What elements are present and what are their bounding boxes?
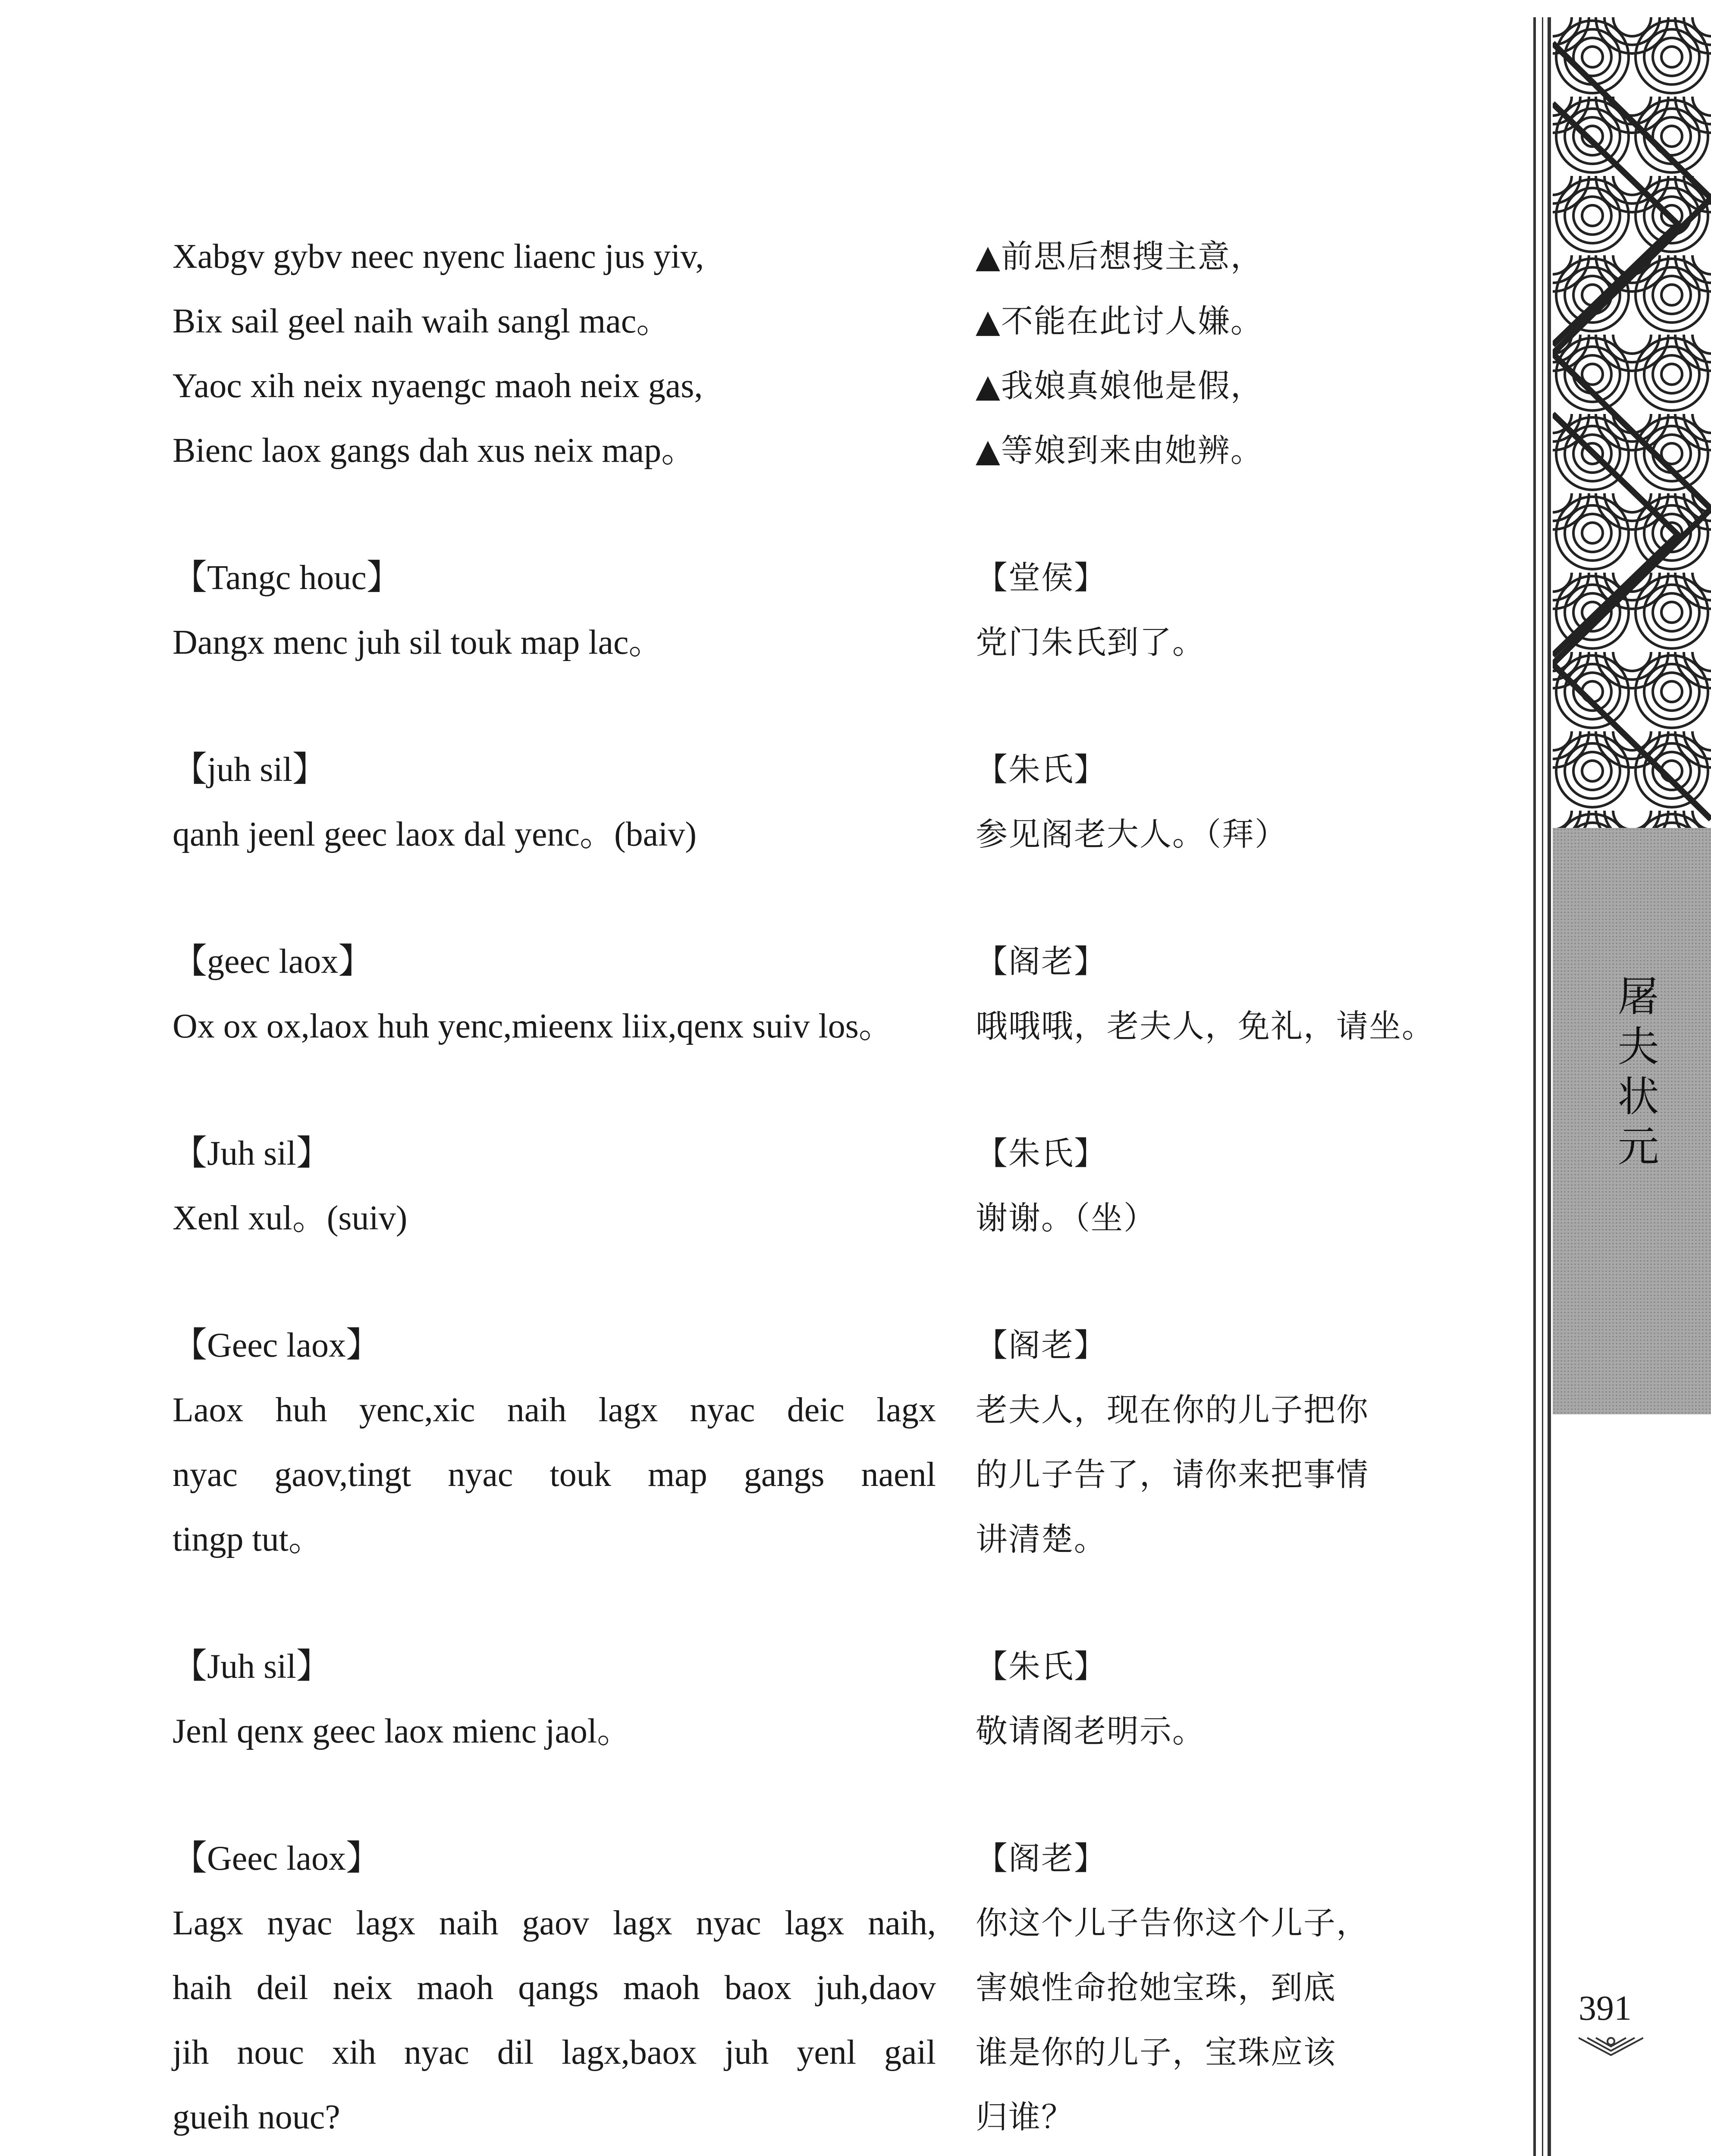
dialogue-line: 参见阁老大人。（拜） [976, 816, 1287, 853]
word: naih, [868, 1904, 936, 1942]
word: nyac [696, 1904, 761, 1942]
word: naih [507, 1391, 567, 1429]
word: qangs [518, 1969, 599, 2007]
word: jih [173, 2034, 209, 2071]
word: juh,daov [816, 1969, 936, 2007]
word: lagx [612, 1904, 672, 1942]
speaker-label: 【阁老】 [976, 1840, 1107, 1877]
word: baox [724, 1969, 792, 2007]
word: lagx,baox [562, 2034, 697, 2071]
dialogue-line: 害娘性命抢她宝珠，到底 [976, 1969, 1336, 2006]
speaker-label: 【Geec laox】 [173, 1839, 381, 1877]
page-number: 391 [1579, 1988, 1632, 2028]
word: gaov [522, 1904, 590, 1942]
speaker-label: 【朱氏】 [976, 1648, 1107, 1685]
dialogue-line: 党门朱氏到了。 [976, 624, 1205, 661]
word: Laox [173, 1391, 244, 1429]
dialogue-line: 讲清楚。 [976, 1521, 1107, 1558]
dialogue-line: Dangx menc juh sil touk map lac。 [173, 624, 663, 661]
verse-line: ▲不能在此讨人嫌。 [976, 303, 1263, 340]
word: nyac [404, 2034, 469, 2071]
word: gangs [744, 1456, 825, 1494]
word: nouc [237, 2034, 304, 2071]
speaker-label: 【Geec laox】 [173, 1326, 381, 1364]
word: naenl [861, 1456, 936, 1494]
word: naih [439, 1904, 499, 1942]
speaker-label: 【阁老】 [976, 943, 1107, 980]
word: yenc,xic [359, 1391, 475, 1429]
dialogue-line: 你这个儿子告你这个儿子， [976, 1905, 1369, 1942]
word: huh [275, 1391, 327, 1429]
word: nyac [448, 1456, 513, 1494]
verse-line: Bienc laox gangs dah xus neix map。 [173, 432, 696, 470]
dialogue-line-justified [173, 2035, 936, 2070]
verse-line: ▲我娘真娘他是假， [976, 367, 1263, 404]
word: neix [333, 1969, 392, 2007]
word: gail [884, 2034, 936, 2071]
word: lagx [785, 1904, 845, 1942]
word: touk [549, 1456, 611, 1494]
margin-rule [1542, 17, 1543, 2156]
dialogue-line: qanh jeenl geec laox dal yenc。(baiv) [173, 815, 697, 853]
word: Lagx [173, 1904, 244, 1942]
dialogue-line: gueih nouc? [173, 2098, 340, 2136]
word: lagx [598, 1391, 658, 1429]
word: nyac [267, 1904, 333, 1942]
dialogue-line-justified [173, 1906, 936, 1940]
speaker-label: 【Juh sil】 [173, 1134, 331, 1172]
verse-line: Bix sail geel naih waih sangl mac。 [173, 302, 671, 340]
speaker-label: 【朱氏】 [976, 1135, 1107, 1172]
margin-rule [1548, 17, 1551, 2156]
speaker-label: 【朱氏】 [976, 751, 1107, 788]
dialogue-line: 敬请阁老明示。 [976, 1713, 1205, 1750]
word: xih [332, 2034, 376, 2071]
dialogue-line: 老夫人，现在你的儿子把你 [976, 1391, 1369, 1429]
dialogue-line: 的儿子告了，请你来把事情 [976, 1456, 1369, 1493]
speaker-label: 【阁老】 [976, 1327, 1107, 1364]
dialogue-line: 归谁？ [976, 2099, 1074, 2136]
verse-line: Yaoc xih neix nyaengc maoh neix gas, [173, 367, 703, 405]
speaker-label: 【Tangc houc】 [173, 559, 401, 597]
word: deic [787, 1391, 845, 1429]
word: maoh [417, 1969, 494, 2007]
word: yenl [797, 2034, 857, 2071]
verse-line: Xabgv gybv neec nyenc liaenc jus yiv, [173, 238, 704, 276]
word: juh [725, 2034, 769, 2071]
word: haih [173, 1969, 232, 2007]
word: maoh [623, 1969, 700, 2007]
running-book-title: 屠夫状元 [1611, 975, 1659, 1175]
word: deil [256, 1969, 308, 2007]
word: map [647, 1456, 707, 1494]
verse-line: ▲前思后想搜主意， [976, 238, 1263, 275]
dialogue-line-justified [173, 1971, 936, 2005]
speaker-label: 【堂侯】 [976, 559, 1107, 596]
page-number-ornament [1579, 2035, 1643, 2057]
word: dil [497, 2034, 534, 2071]
dialogue-line-justified [173, 1393, 936, 1427]
dialogue-line: 哦哦哦，老夫人，免礼，请坐。 [976, 1008, 1435, 1045]
speaker-label: 【Juh sil】 [173, 1648, 331, 1686]
word: lagx [876, 1391, 936, 1429]
dialogue-line: 谁是你的儿子，宝珠应该 [976, 2034, 1336, 2071]
dialogue-line: 谢谢。（坐） [976, 1200, 1156, 1237]
word: nyac [173, 1456, 238, 1494]
dialogue-line-justified [173, 1457, 936, 1492]
dialogue-line: Ox ox ox,laox huh yenc,mieenx liix,qenx suiv los。 [173, 1007, 893, 1045]
margin-rule [1533, 17, 1536, 2156]
dialogue-line: Jenl qenx geec laox mienc jaol。 [173, 1712, 632, 1750]
dialogue-line: tingp tut。 [173, 1520, 323, 1558]
speaker-label: 【juh sil】 [173, 751, 327, 789]
word: gaov,tingt [274, 1456, 411, 1494]
word: nyac [690, 1391, 755, 1429]
speaker-label: 【geec laox】 [173, 943, 373, 981]
dialogue-line: Xenl xul。(suiv) [173, 1199, 408, 1237]
word: lagx [356, 1904, 415, 1942]
cloud-pattern-ornament [1553, 17, 1711, 828]
verse-line: ▲等娘到来由她辨。 [976, 432, 1263, 469]
